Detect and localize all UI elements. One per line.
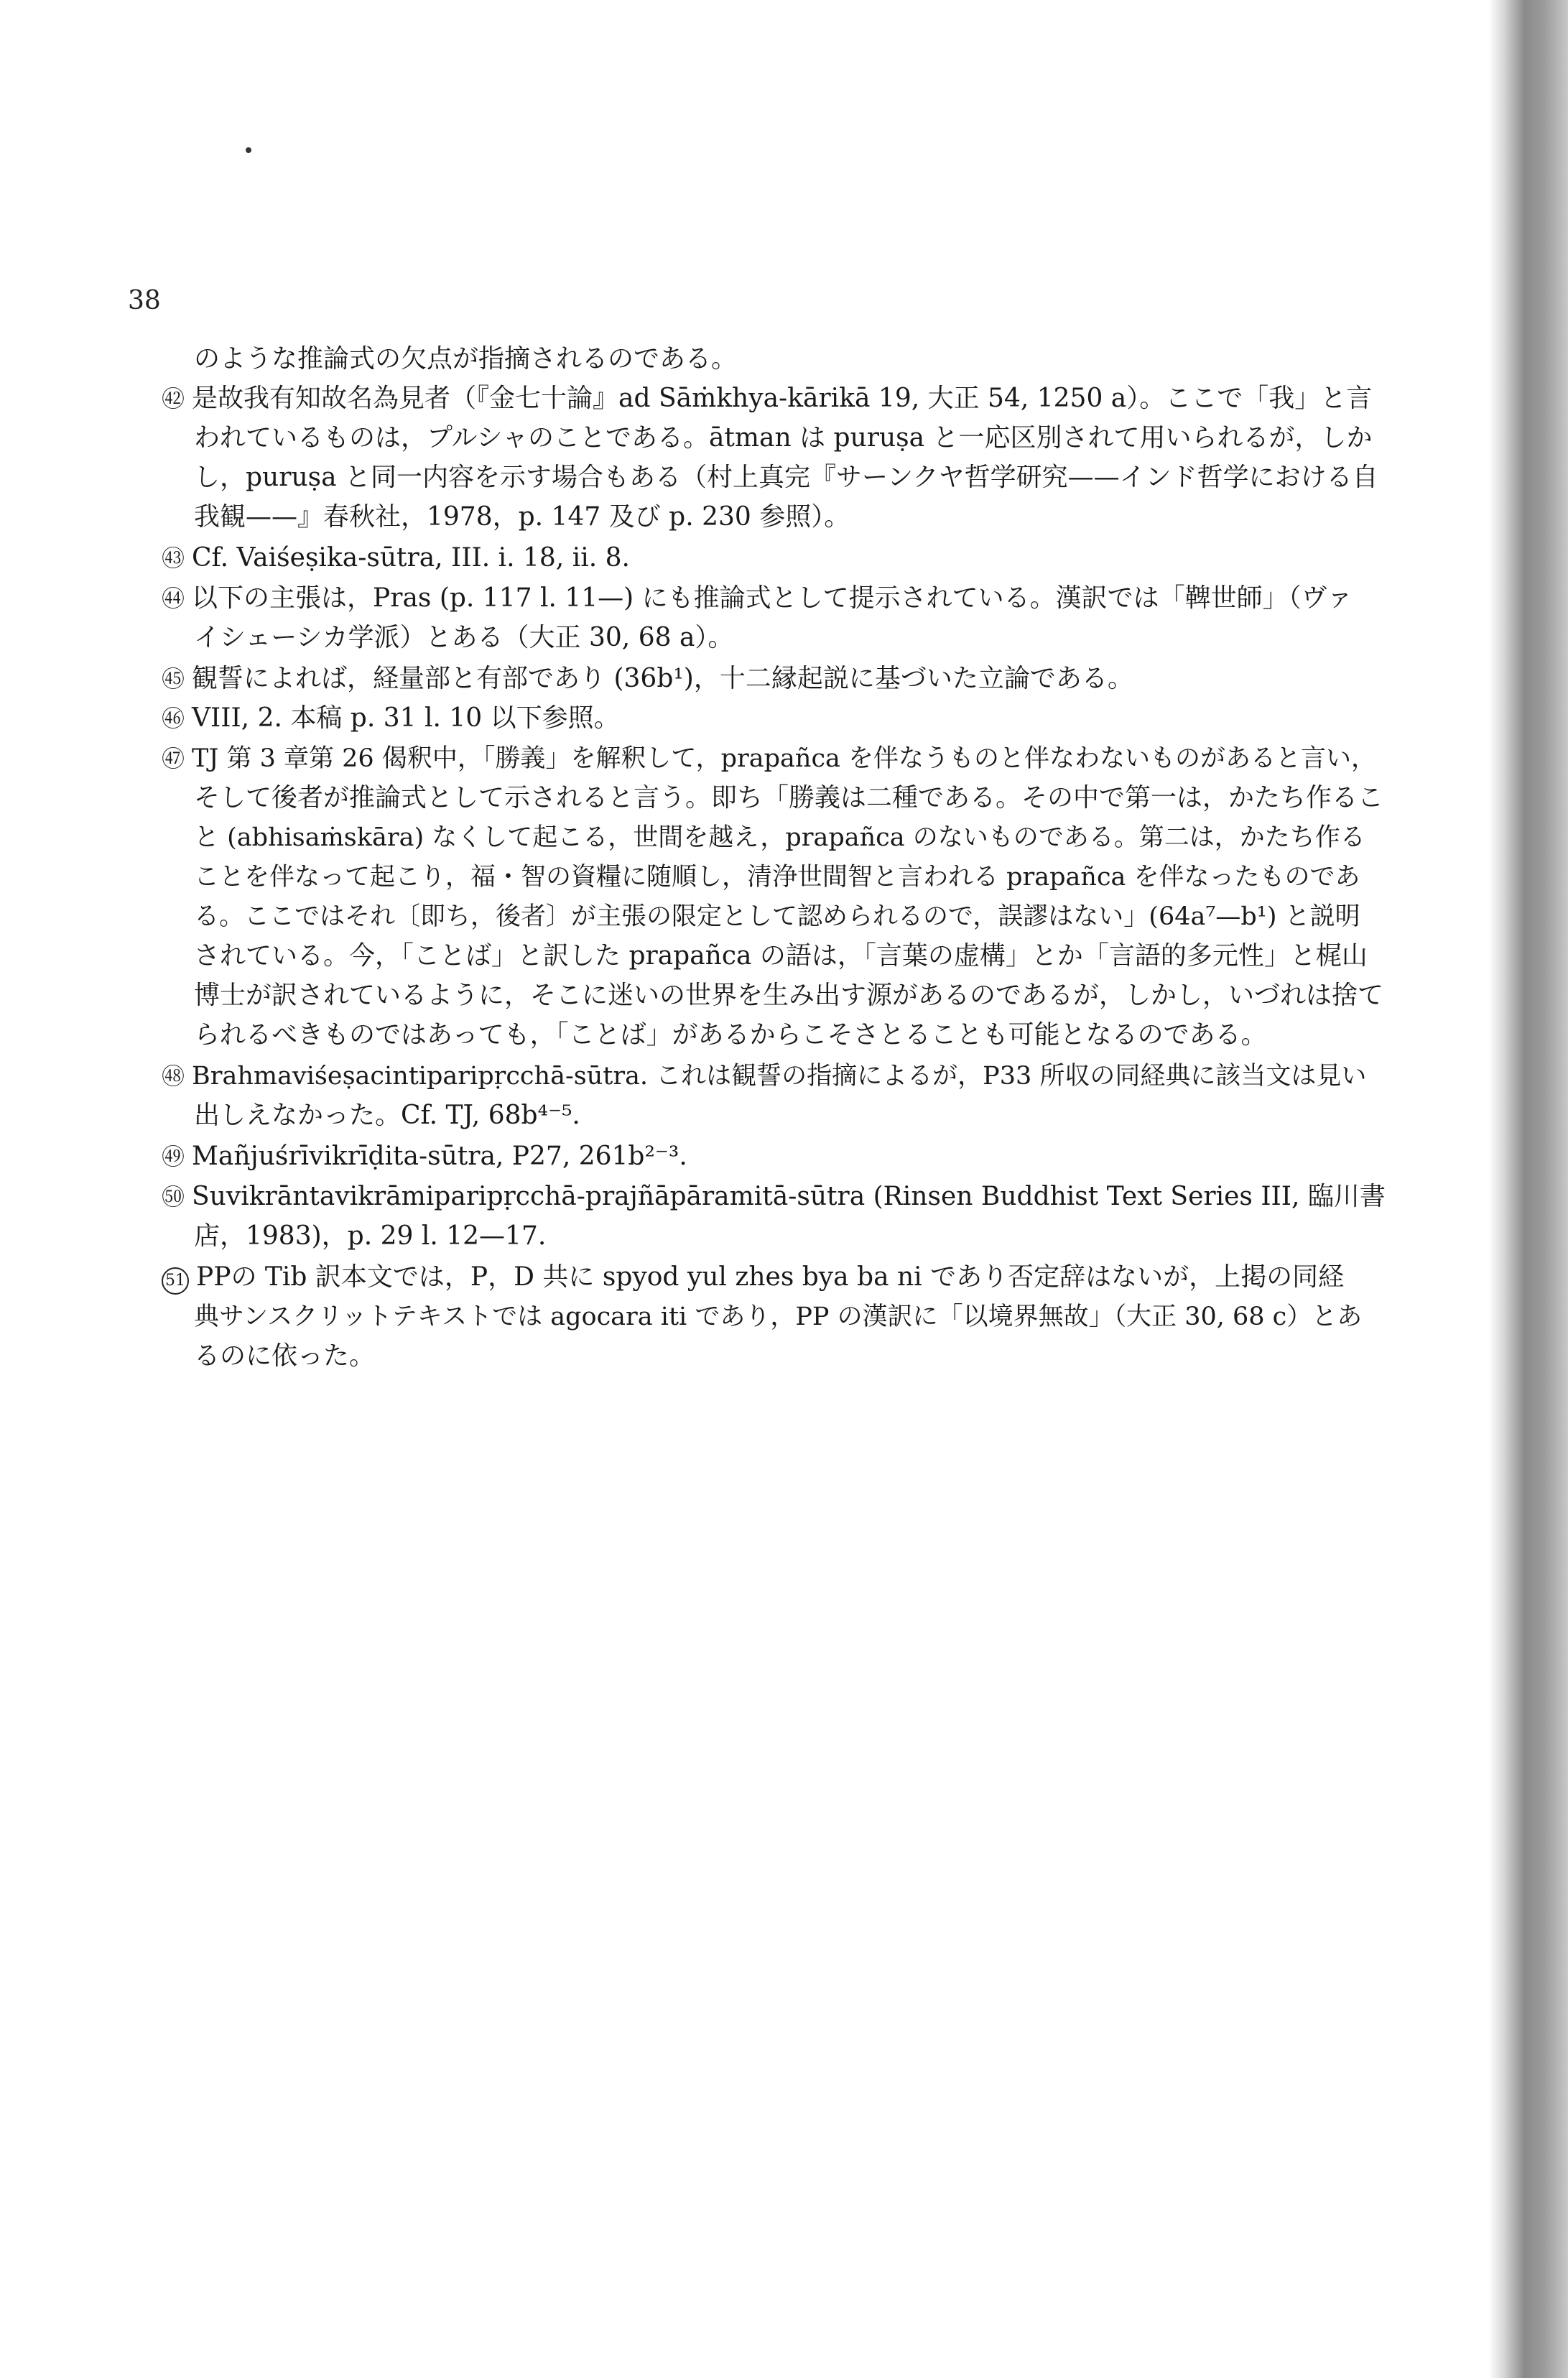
note-continuation-line: のような推論式の欠点が指摘されるのである。 [194,344,738,374]
note-42-line-2: われているものは，プルシャのことである。ātman は puruṣa と一応区別されて用いられるが，しか [194,423,1373,453]
note-47-line-5: る。ここではそれ〔即ち，後者〕が主張の限定として認められるので，誤謬はない」(64a⁷—b¹) と説明 [194,902,1360,931]
note-46-line-1: ㊻ VIII, 2. 本稿 p. 31 l. 10 以下参照。 [162,703,620,733]
note-50-line-2: 店，1983)，p. 29 l. 12—17. [194,1221,547,1251]
note-47-line-2: そして後者が推論式として示されると言う。即ち「勝義は二種である。その中で第一は，かたち作るこ [194,783,1384,813]
note-43-marker: ㊸ [162,545,185,572]
note-47-line-1: ㊼ TJ 第 3 章第 26 偈釈中，「勝義」を解釈して，prapañca を伴なうものと伴なわないものがあると言い， [162,744,1377,773]
note-42-line-3: し，puruṣa と同一内容を示す場合もある（村上真完『サーンクヤ哲学研究——インド哲学における自 [194,463,1378,492]
page-number: 38 [128,286,161,315]
note-47-marker: ㊼ [162,745,185,772]
note-45-line-1: ㊺ 観誓によれば，経量部と有部であり (36b¹)，十二縁起説に基づいた立論である。 [162,664,1133,693]
note-45-marker: ㊺ [162,665,185,693]
note-51-line-3: るのに依った。 [194,1341,376,1371]
scan-edge-shadow [1489,0,1568,2378]
note-46-marker: ㊻ [162,705,185,732]
note-47-line-8: られるべきものではあっても，「ことば」があるからこそさとることも可能となるのである。 [194,1020,1267,1050]
note-42-line-4: 我観——』春秋社，1978，p. 147 及び p. 230 参照）。 [194,502,850,532]
note-48-line-2: 出しえなかった。Cf. TJ, 68b⁴⁻⁵. [194,1101,580,1130]
note-48-marker: ㊽ [162,1063,185,1090]
note-47-line-4: ことを伴なって起こり，福・智の資糧に随順し，清浄世間智と言われる prapañca を伴なったものであ [194,863,1360,892]
note-51-line-2: 典サンスクリットテキストでは agocara iti であり，PP の漢訳に「以境界無故」（大正 30, 68 c）とあ [194,1303,1363,1331]
note-51-marker: 51 [162,1267,189,1295]
note-42-line-1: ㊷ 是故我有知故名為見者（『金七十論』ad Sāṁkhya-kārikā 19, 大正 54, 1250 a）。ここで「我」と言 [162,384,1373,413]
note-44-line-1: ㊹ 以下の主張は，Pras (p. 117 l. 11—) にも推論式として提示されている。漢訳では「鞞世師」（ヴァ [162,583,1353,613]
scan-speck [246,147,251,153]
note-50-line-1: ㊿ Suvikrāntavikrāmiparipṛcchā-prajñāpāramitā-sūtra (Rinsen Buddhist Text Series III, 臨川書 [162,1182,1386,1211]
note-51-line-1: 51 PPの Tib 訳本文では，P，D 共に spyod yul zhes bya ba ni であり否定辞はないが，上掲の同経 [162,1262,1344,1295]
note-47-line-7: 博士が訳されているように，そこに迷いの世界を生み出す源があるのであるが，しかし，いづれは捨て [194,981,1384,1010]
note-44-marker: ㊹ [162,585,185,612]
note-47-line-6: されている。今，「ことば」と訳した prapañca の語は，「言葉の虚構」とか「言語的多元性」と梶山 [194,941,1368,971]
note-44-line-2: イシェーシカ学派）とある（大正 30, 68 a）。 [194,623,734,652]
note-48-line-1: ㊽ Brahmaviśeṣacintiparipṛcchā-sūtra. これは観誓の指摘によるが，P33 所収の同経典に該当文は見い [162,1062,1367,1091]
note-49-line-1: ㊾ Mañjuśrīvikrīḍita-sūtra, P27, 261b²⁻³. [162,1142,687,1171]
note-47-line-3: と (abhisaṁskāra) なくして起こる，世間を越え，prapañca のないものである。第二は，かたち作る [194,823,1365,852]
note-43-line-1: ㊸ Cf. Vaiśeṣika-sūtra, III. i. 18, ii. 8. [162,543,630,573]
note-42-marker: ㊷ [162,385,185,412]
note-50-marker: ㊿ [162,1183,185,1211]
note-49-marker: ㊾ [162,1143,185,1170]
